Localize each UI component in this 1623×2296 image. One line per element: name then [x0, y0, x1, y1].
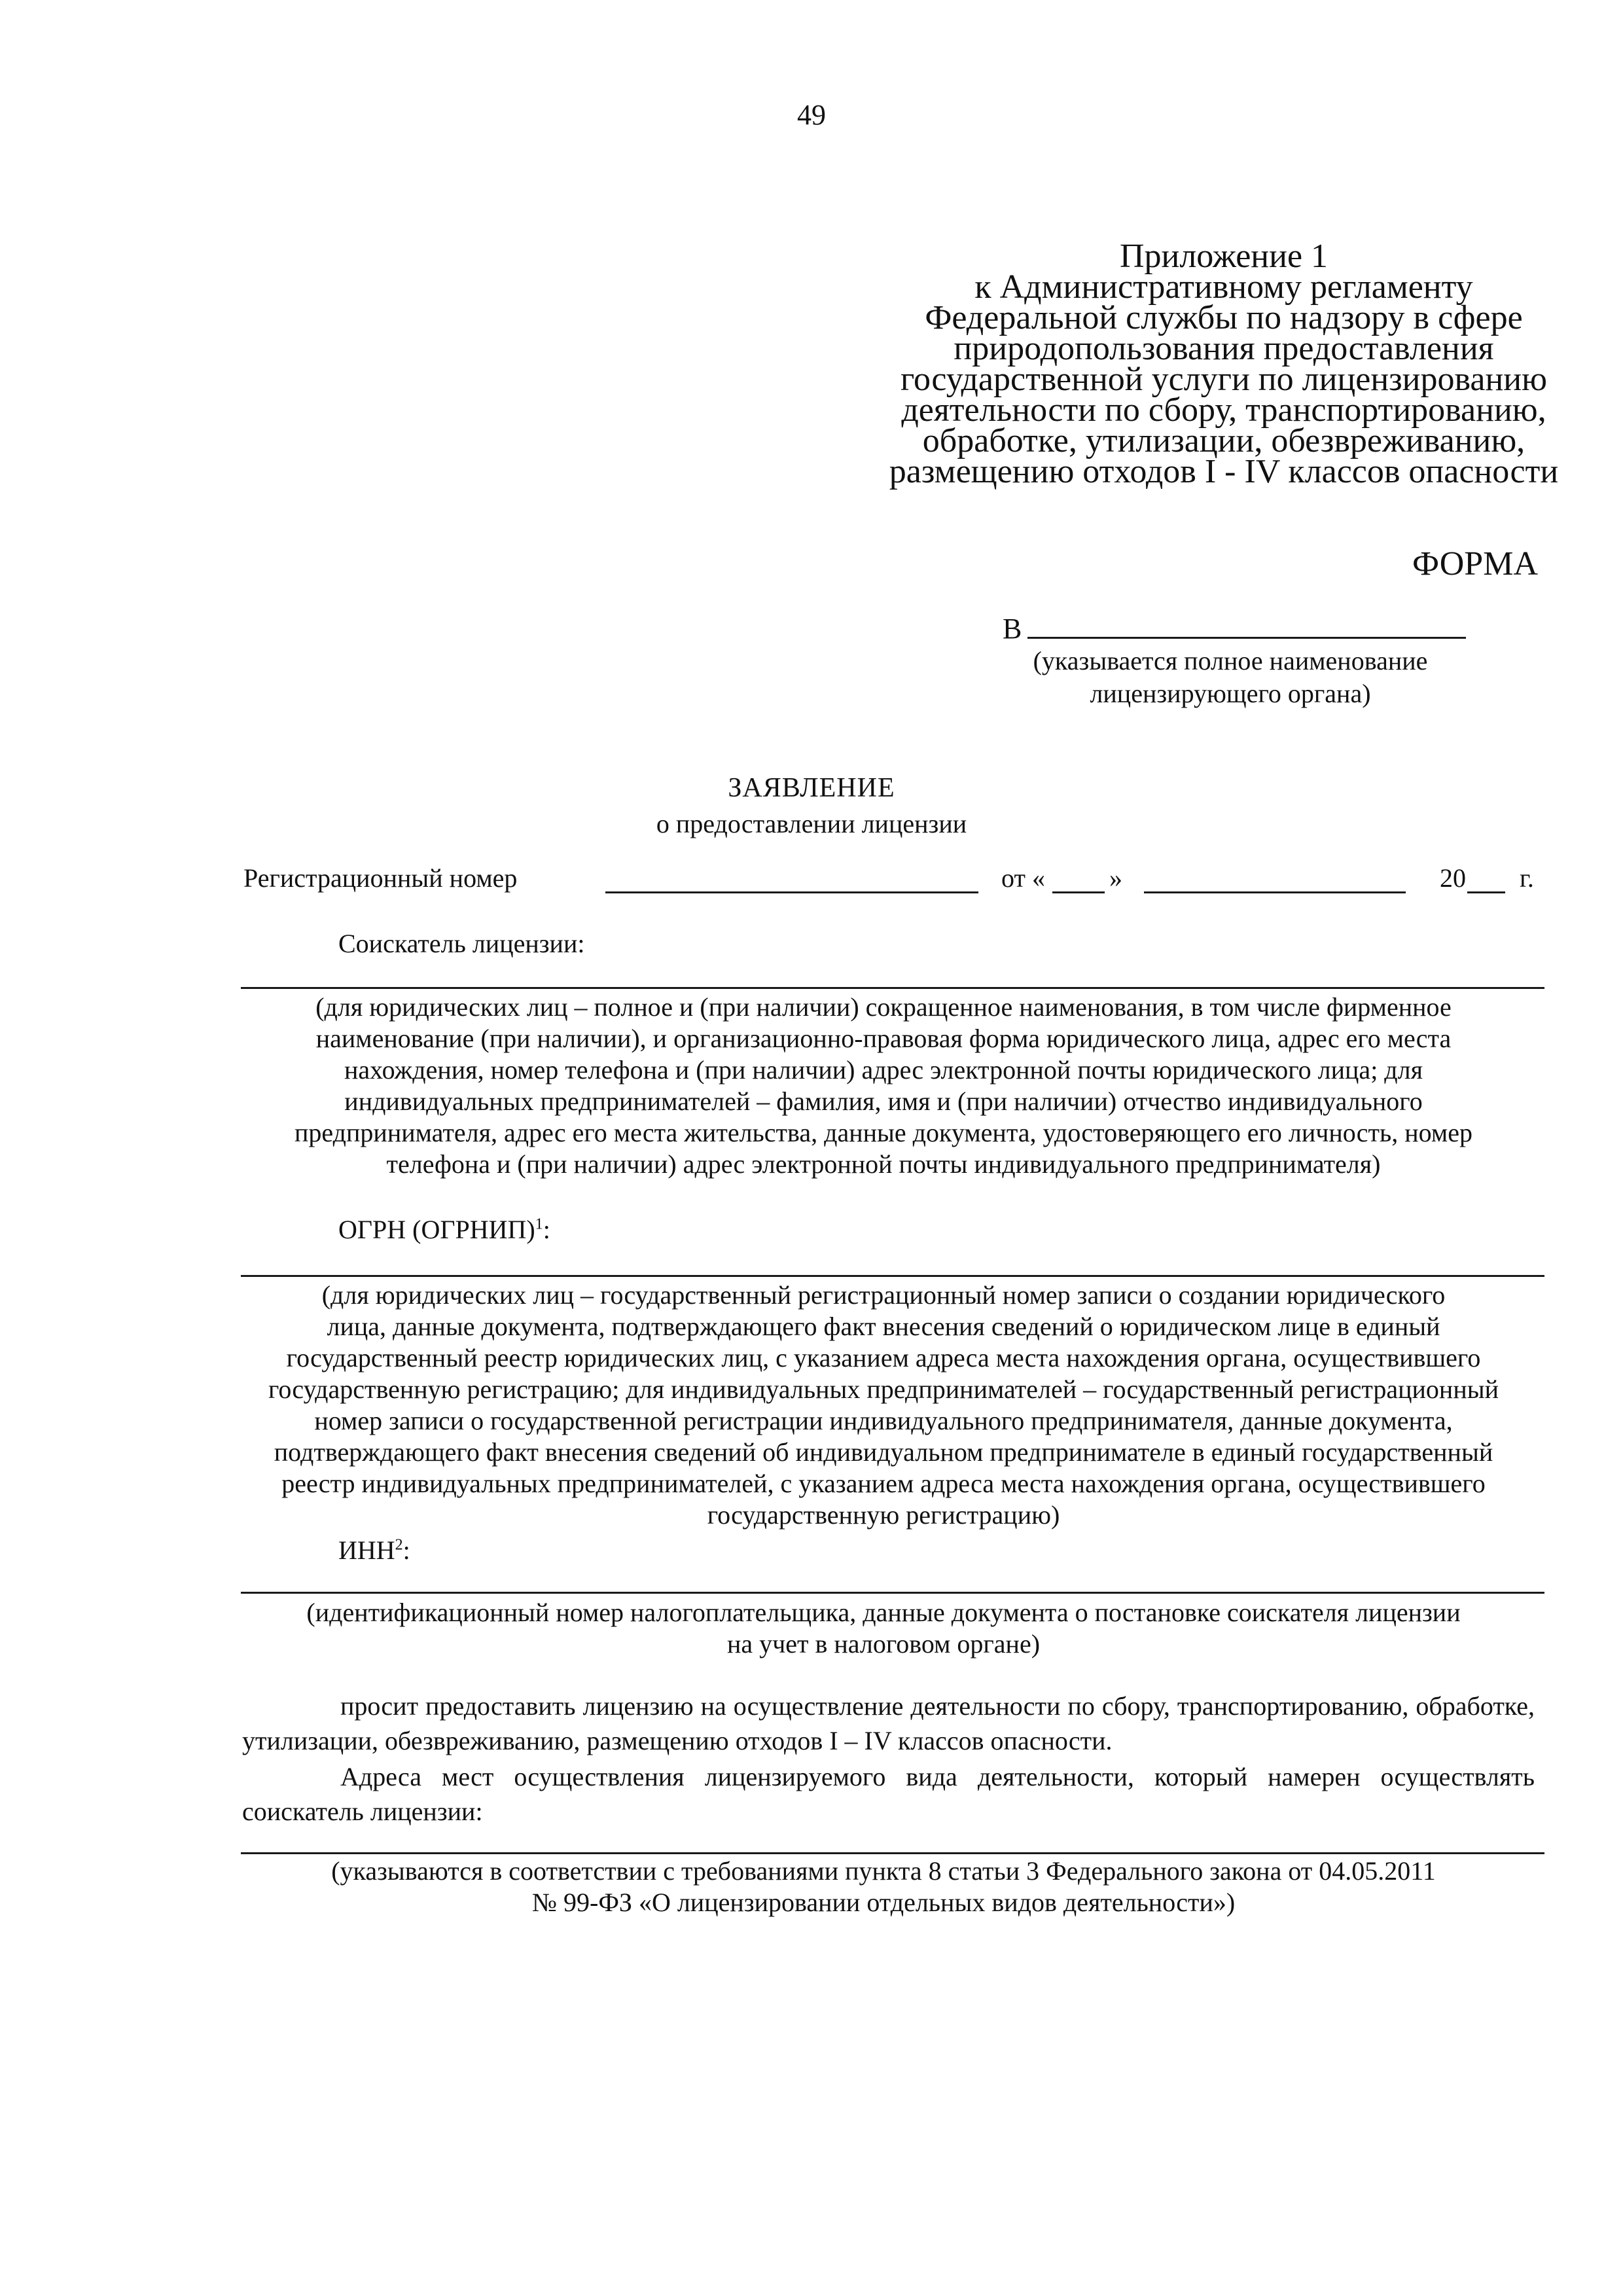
- ogrn-note-line: реестр индивидуальных предпринимателей, с указанием адреса места нахождения органа, осуществившего: [281, 1469, 1486, 1498]
- appendix-line: природопользования предоставления: [954, 330, 1494, 367]
- registration-year-prefix: 20: [1440, 863, 1466, 893]
- ogrn-note-line: государственную регистрацию): [707, 1500, 1060, 1530]
- registration-number-field[interactable]: [605, 891, 978, 893]
- addresses-field[interactable]: [241, 1852, 1544, 1854]
- appendix-line: Федеральной службы по надзору в сфере: [925, 299, 1523, 336]
- appendix-line: к Административному регламенту: [974, 268, 1473, 306]
- appendix-line: обработке, утилизации, обезвреживанию,: [922, 422, 1525, 459]
- ogrn-field[interactable]: [241, 1275, 1544, 1277]
- ogrn-footnote: 1: [535, 1215, 543, 1233]
- inn-note-line: на учет в налоговом органе): [726, 1629, 1041, 1659]
- ogrn-note-line: государственную регистрацию; для индивидуальных предпринимателей – государственный регистрационный: [268, 1374, 1499, 1404]
- document-subtitle: о предоставлении лицензии: [656, 809, 967, 838]
- form-label: ФОРМА: [1412, 545, 1538, 583]
- applicant-label: Соискатель лицензии:: [338, 929, 585, 958]
- applicant-note-line: нахождения, номер телефона и (при наличии) адрес электронной почты юридического лица; для: [344, 1055, 1423, 1085]
- inn-label-text: ИНН: [338, 1535, 395, 1565]
- applicant-note-line: телефона и (при наличии) адрес электронной почты индивидуального предпринимателя): [386, 1149, 1381, 1179]
- ogrn-note-line: государственный реестр юридических лиц, с указанием адреса места нахождения органа, осуществившего: [286, 1343, 1481, 1372]
- ogrn-label-text: ОГРН (ОГРНИП): [338, 1215, 535, 1244]
- applicant-note-line: (для юридических лиц – полное и (при наличии) сокращенное наименования, в том числе фирменное: [315, 992, 1452, 1022]
- registration-number-label: Регистрационный номер: [243, 863, 518, 893]
- recipient-prefix: В: [1003, 613, 1022, 645]
- inn-note: [236, 1597, 1531, 1660]
- inn-note-line: (идентификационный номер налогоплательщика, данные документа о постановке соискателя лицензии: [306, 1598, 1461, 1627]
- applicant-note-line: предпринимателя, адрес его места жительства, данные документа, удостоверяющего его личность, номер: [294, 1118, 1472, 1147]
- registration-quote-close: »: [1109, 863, 1122, 893]
- inn-field[interactable]: [241, 1592, 1544, 1594]
- recipient-note: [1008, 645, 1453, 710]
- inn-label: [338, 1535, 410, 1566]
- inn-colon: :: [402, 1535, 410, 1565]
- page-number: 49: [797, 99, 826, 131]
- document-title: ЗАЯВЛЕНИЕ: [728, 773, 895, 803]
- ogrn-note-line: номер записи о государственной регистрации индивидуального предпринимателя, данные документа,: [314, 1406, 1453, 1435]
- request-paragraph: просит предоставить лицензию на осуществление деятельности по сбору, транспортированию, обработке, утилизации, обезвреживанию, размещению отходов I – IV классов опасности.: [242, 1691, 1535, 1755]
- applicant-note: [236, 992, 1531, 1180]
- ogrn-label: [338, 1214, 550, 1245]
- appendix-line: размещению отходов I - IV классов опасности: [889, 453, 1559, 490]
- appendix-header: [851, 238, 1597, 490]
- appendix-line: деятельности по сбору, транспортированию,: [901, 391, 1546, 429]
- addresses-note-line: (указываются в соответствии с требованиями пункта 8 статьи 3 Федерального закона от 04.05.2011: [331, 1856, 1436, 1886]
- appendix-line: Приложение 1: [1119, 238, 1329, 275]
- registration-day-field[interactable]: [1052, 891, 1105, 893]
- applicant-note-line: наименование (при наличии), и организационно-правовая форма юридического лица, адрес его места: [315, 1024, 1452, 1053]
- applicant-note-line: индивидуальных предпринимателей – фамилия, имя и (при наличии) отчество индивидуального: [344, 1086, 1423, 1116]
- inn-footnote: 2: [395, 1536, 403, 1554]
- ogrn-colon: :: [543, 1215, 550, 1244]
- registration-year-field[interactable]: [1467, 891, 1505, 893]
- registration-year-suffix: г.: [1520, 863, 1534, 893]
- appendix-line: государственной услуги по лицензированию: [901, 361, 1547, 398]
- registration-month-field[interactable]: [1144, 891, 1406, 893]
- addresses-note: [236, 1856, 1531, 1918]
- ogrn-note-line: (для юридических лиц – государственный регистрационный номер записи о создании юридического: [321, 1280, 1446, 1310]
- addresses-paragraph: Адреса мест осуществления лицензируемого вида деятельности, который намерен осуществлять соискатель лицензии:: [242, 1762, 1535, 1826]
- registration-date-from: от «: [1001, 863, 1045, 893]
- applicant-field[interactable]: [241, 987, 1544, 989]
- recipient-field[interactable]: [1027, 637, 1466, 639]
- addresses-note-line: № 99-ФЗ «О лицензировании отдельных видов деятельности»): [531, 1888, 1236, 1917]
- ogrn-note-line: подтверждающего факт внесения сведений об индивидуальном предпринимателе в единый государственный: [274, 1437, 1493, 1467]
- ogrn-note-line: лица, данные документа, подтверждающего факт внесения сведений о юридическом лице в единый: [327, 1312, 1440, 1341]
- ogrn-note: [236, 1280, 1531, 1531]
- recipient-note-line: (указывается полное наименование: [1033, 646, 1428, 675]
- recipient-note-line: лицензирующего органа): [1090, 679, 1371, 708]
